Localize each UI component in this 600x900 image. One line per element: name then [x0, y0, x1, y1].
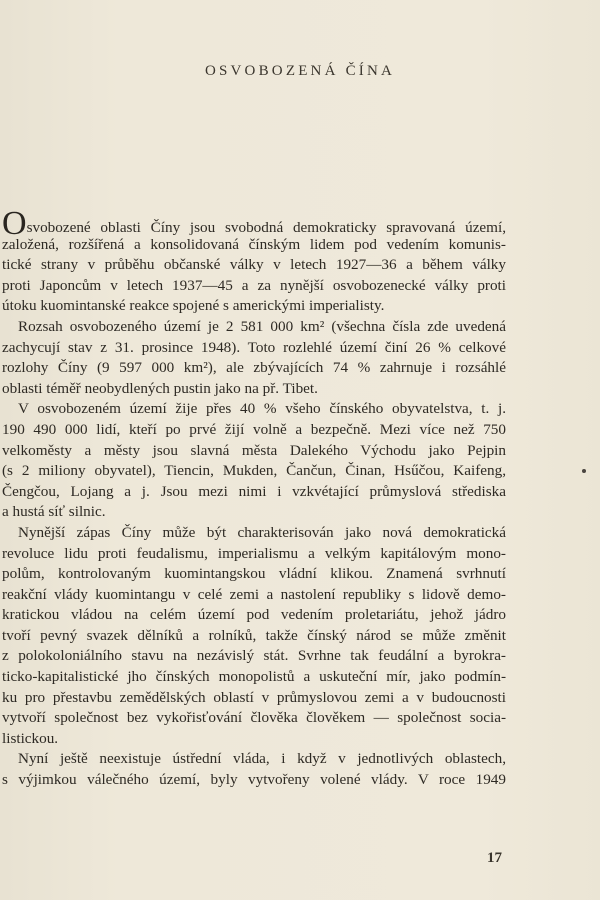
text-line	[2, 235, 506, 256]
chapter-title: OSVOBOZENÁ ČÍNA	[204, 63, 396, 79]
text-line-content: svobozené oblasti Číny jsou svobodná demokraticky spravovaná území,	[26, 219, 506, 236]
text-line	[2, 667, 506, 688]
text-line-content: založená, rozšířená a konsolidovaná čínským lidem pod vedením komunis-	[2, 235, 506, 253]
text-line-content: V osvobozeném území žije přes 40 % všeho čínského obyvatelstva, t. j.	[18, 400, 506, 418]
text-line	[2, 544, 506, 565]
text-line	[2, 749, 506, 770]
page-number: 17	[487, 850, 502, 866]
text-line-content: zachycují stav z 31. prosince 1948). Toto rozlehlé území činí 26 % celkové	[2, 338, 506, 356]
text-line-content: ticko-kapitalistické jho čínských monopolistů a uskuteční mír, jako podmín-	[2, 668, 506, 686]
text-line-content: reakční vlády kuomintangu v celé zemi a nastolení republiky s lidově demo-	[2, 585, 506, 603]
text-line-content: Rozsah osvobozeného území je 2 581 000 km² (všechna čísla zde uvedená	[18, 317, 506, 335]
text-line	[2, 317, 506, 338]
text-line	[2, 205, 506, 242]
text-line	[2, 708, 506, 729]
text-line-content: ku pro přestavbu zemědělských oblastí v průmyslovou zemi a v budoucnosti	[2, 688, 506, 706]
text-line-content: listickou.	[2, 729, 59, 747]
text-line-content: tvoří pevný svazek dělníků a rolníků, takže čínský národ se může změnit	[2, 626, 506, 644]
text-line	[2, 564, 506, 585]
text-line	[2, 441, 506, 462]
text-line-content: kratickou vládou na celém území pod vedením proletariátu, jehož jádro	[2, 606, 506, 624]
text-line-content: oblasti téměř neobydlených pustin jako na př. Tibet.	[2, 379, 318, 397]
text-line-content: Nynější zápas Číny může být charakterisován jako nová demokratická	[18, 523, 506, 541]
text-line-content: rozlohy Číny (9 597 000 km²), ale zbývajících 74 % zahrnuje i rozsáhlé	[2, 359, 506, 377]
text-line-content: a hustá síť silnic.	[2, 503, 106, 521]
text-line	[2, 502, 506, 523]
text-line-content: útoku kuomintanské reakce spojené s americkými imperialisty.	[2, 297, 385, 315]
text-line-content: s výjimkou válečného území, byly vytvořeny volené vlády. V roce 1949	[2, 771, 506, 789]
text-line-content: z polokoloniálního stavu na nezávislý stát. Svrhne tak feudální a byrokra-	[2, 647, 506, 665]
text-line-content: (s 2 miliony obyvatel), Tiencin, Mukden, Čančun, Činan, Hsűčou, Kaifeng,	[2, 462, 506, 480]
text-line	[2, 296, 506, 317]
text-line-content: Nyní ještě neexistuje ústřední vláda, i když v jednotlivých oblastech,	[18, 750, 506, 768]
body-text	[2, 205, 506, 791]
text-line	[2, 276, 506, 297]
text-line-content: Čengčou, Lojang a j. Jsou mezi nimi i vzkvétající průmyslová střediska	[2, 482, 506, 500]
text-line	[2, 729, 506, 750]
text-line	[2, 255, 506, 276]
paper-speck	[582, 469, 586, 473]
text-line	[2, 379, 506, 400]
drop-cap: O	[2, 205, 27, 242]
text-line	[2, 338, 506, 359]
text-line-content: vytvoří společnost bez vykořisťování člověka člověkem — společnost socia-	[2, 709, 506, 727]
text-line-content: tické strany v průběhu občanské války v letech 1927—36 a během války	[2, 256, 506, 274]
text-line-content: revoluce lidu proti feudalismu, imperialismu a velkým kapitálovým mono-	[2, 544, 506, 562]
text-line-content: proti Japoncům v letech 1937—45 a za nynější osvobozenecké války proti	[2, 276, 506, 294]
text-line	[2, 605, 506, 626]
text-line-content: velkoměsty a městy jsou slavná města Dalekého Východu jako Pejpin	[2, 441, 506, 459]
text-line	[2, 688, 506, 709]
text-line	[2, 399, 506, 420]
text-line-content: polům, kontrolovaným kuomintangskou vládní klikou. Znamená svrhnutí	[2, 565, 506, 583]
text-line	[2, 358, 506, 379]
text-line	[2, 646, 506, 667]
text-line	[2, 770, 506, 791]
text-line	[2, 523, 506, 544]
text-line	[2, 482, 506, 503]
text-line	[2, 585, 506, 606]
text-line	[2, 420, 506, 441]
text-line	[2, 461, 506, 482]
text-line	[2, 626, 506, 647]
text-line-content: 190 490 000 lidí, kteří po prvé žijí volně a bezpečně. Mezi více než 750	[2, 420, 506, 438]
